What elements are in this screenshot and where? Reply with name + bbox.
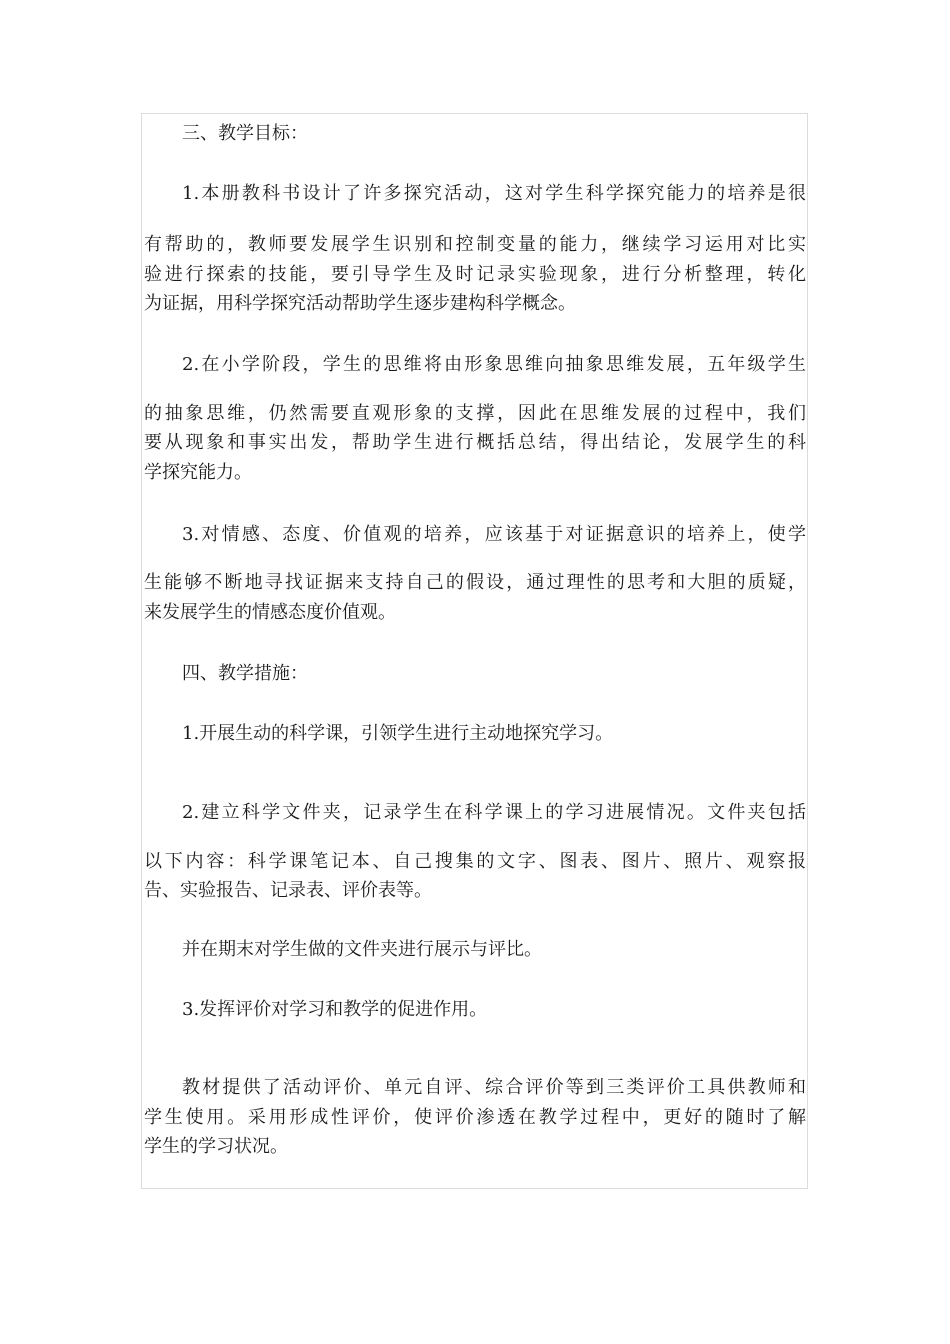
goal3-line-1: 3.对情感、态度、价值观的培养，应该基于对证据意识的培养上，使学: [182, 524, 806, 545]
measure2-line-1: 2.建立科学文件夹，记录学生在科学课上的学习进展情况。文件夹包括: [182, 802, 806, 823]
measures-heading: 四、教学措施：: [182, 663, 308, 684]
measure2-line-3: 告、实验报告、记录表、评价表等。: [144, 880, 432, 901]
goal3-line-3: 来发展学生的情感态度价值观。: [144, 602, 396, 623]
goal2-line-3: 要从现象和事实出发，帮助学生进行概括总结，得出结论，发展学生的科: [144, 432, 806, 453]
goal1-line-1: 1.本册教科书设计了许多探究活动，这对学生科学探究能力的培养是很: [182, 183, 806, 204]
goal1-line-4: 为证据，用科学探究活动帮助学生逐步建构科学概念。: [144, 293, 576, 314]
goal1-line-2: 有帮助的，教师要发展学生识别和控制变量的能力，继续学习运用对比实: [144, 234, 806, 255]
goal1-line-3: 验进行探索的技能，要引导学生及时记录实验现象，进行分析整理，转化: [144, 264, 806, 285]
measure2-followup: 并在期末对学生做的文件夹进行展示与评比。: [182, 939, 542, 960]
goal2-line-1: 2.在小学阶段，学生的思维将由形象思维向抽象思维发展，五年级学生: [182, 354, 806, 375]
measure2-line-2: 以下内容：科学课笔记本、自己搜集的文字、图表、图片、照片、观察报: [144, 851, 806, 872]
goal3-line-2: 生能够不断地寻找证据来支持自己的假设，通过理性的思考和大胆的质疑，: [144, 572, 806, 593]
measure3: 3.发挥评价对学习和教学的促进作用。: [182, 999, 488, 1020]
goals-heading: 三、教学目标：: [182, 123, 308, 144]
goal2-line-2: 的抽象思维，仍然需要直观形象的支撑，因此在思维发展的过程中，我们: [144, 403, 806, 424]
measure3-detail-line-3: 学生的学习状况。: [144, 1136, 288, 1157]
measure3-detail-line-1: 教材提供了活动评价、单元自评、综合评价等到三类评价工具供教师和: [182, 1077, 806, 1098]
measure3-detail-line-2: 学生使用。采用形成性评价，使评价渗透在教学过程中，更好的随时了解: [144, 1107, 806, 1128]
goal2-line-4: 学探究能力。: [144, 462, 252, 483]
measure1: 1.开展生动的科学课，引领学生进行主动地探究学习。: [182, 723, 614, 744]
